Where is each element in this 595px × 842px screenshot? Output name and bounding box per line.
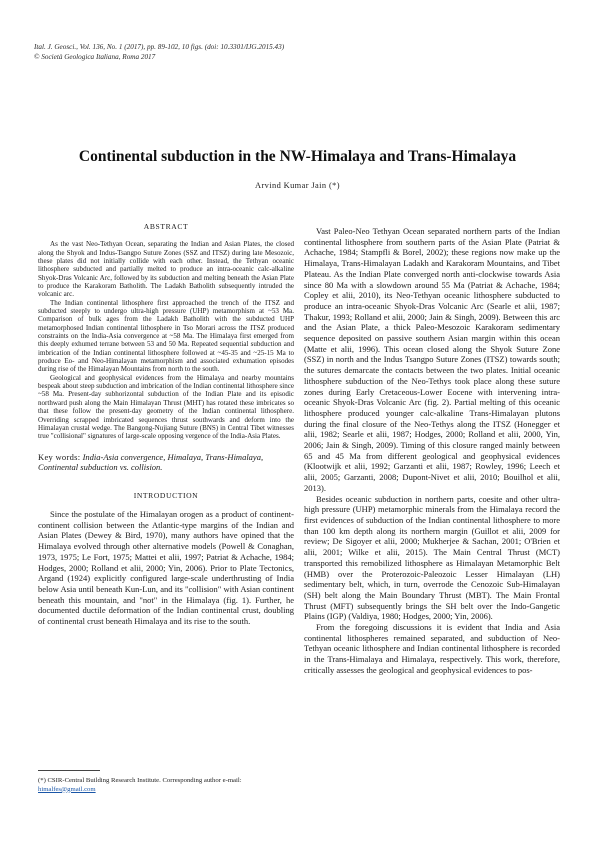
left-column xyxy=(38,222,294,627)
keywords-block xyxy=(38,452,294,473)
right-column xyxy=(304,226,560,676)
introduction-paragraph: Since the postulate of the Himalayan orogen as a product of continent-continent collision between the Atlantic-type margins of the Indian and Asian Plates (Dewey & Bird, 1970), many authors have opined that the Himalaya evolved through other alternative models (Powell & Conaghan, 1973, 1975; Le Fort, 1975; Mattei et alii, 1997; Patriat & Achache, 1984; Hodges, 2000; Rolland et alii, 2000; Yin, 2006). Prior to Plate Tectonics, Argand (1924) explicitly configured large-scale underthrusting of India below Asia until beneath Kun-Lun, and its "collision" with Asian continent beneath this mountain, and "not" in the Himalaya (fig. 1). Further, he documented ductile deformation of the Indian continental crust, doubling of continental crust beneath Himalaya and its rise to the south. xyxy=(38,509,294,627)
journal-header xyxy=(34,43,554,62)
introduction-section xyxy=(38,491,294,627)
body-paragraph: From the foregoing discussions it is evident that India and Asia continental lithospheres remained separated, and subduction of Neo-Tethyan oceanic lithosphere and Indian continental lithosphere is recorded in the Trans-Himalaya and Himalaya, respectively. This work, therefore, critically assesses the geological and geophysical evidences to pos- xyxy=(304,622,560,675)
introduction-heading: INTRODUCTION xyxy=(133,490,199,500)
abstract-paragraph: Geological and geophysical evidences from the Himalaya and nearby mountains bespeak about steep subduction and imbrication of the Indian continental lithosphere since ~58 Ma. Present-day subhorizontal subduction of the Indian Plate and its episodic northward push along the Main Himalayan Thrust (MHT) has rotated these imbricates so that these follow the present-day geometry of the Indian continental lithosphere. Overriding scrapped imbricated sequences thrust southwards and deform into the Himalayan crustal wedge. The Bangong-Nujiang Suture (BNS) in Central Tibet witnesses true "collisional" signatures of large-scale opposing vergence of the India-Asia Plates. xyxy=(38,373,294,441)
author-line: Arvind Kumar Jain (*) xyxy=(255,181,340,190)
citation-line: Ital. J. Geosci., Vol. 136, No. 1 (2017), pp. 89-102, 10 figs. (doi: 10.3301/IJG.2015.43) xyxy=(34,43,285,51)
abstract-paragraph: The Indian continental lithosphere first approached the trench of the ITSZ and subducted steeply to undergo ultra-high pressure (UHP) metamorphism at ~53 Ma. Comparison of bulk ages from the Ladakh Batholith with the subducted UHP metamorphosed Indian continental lithosphere in Tso Morari across the ITSZ produced constraints on the India-Asia convergence at ~58 Ma. The Himalaya first emerged from this deeply exhumed terrane between 53 and 50 Ma. Repeated sequential subduction and imbrication of the Indian continental lithosphere followed at ~45-35 and ~25-15 Ma to produce Eo- and Neo-Himalayan metamorphism and associated exhumation episodes during rise of the Himalayan Mountains from north to the south. xyxy=(38,298,294,374)
footnote-divider xyxy=(38,770,100,771)
author-email-link[interactable]: himalfes@gmail.com xyxy=(38,785,96,793)
footnote xyxy=(38,777,294,794)
footnote-text: (*) CSIR-Central Building Research Institute. Corresponding author e-mail: xyxy=(38,777,242,784)
keywords-label: Key words: xyxy=(38,451,81,462)
copyright-line: © Società Geologica Italiana, Roma 2017 xyxy=(34,52,156,61)
paper-title: Continental subduction in the NW-Himalaya and Trans-Himalaya xyxy=(78,148,517,165)
abstract-paragraph: As the vast Neo-Tethyan Ocean, separating the Indian and Asian Plates, the closed along the Shyok and Indus-Tsangpo Suture Zones (SSZ and ITSZ) during late Mesozoic, these plates did not initially collide with each other. Instead, the Tethyan oceanic lithosphere subducted and partially melted to produce an intra-oceanic calc-alkaline Shyok-Dras Volcanic Arc, followed by its subduction and melting beneath the Asian Plate to produce the Karakoram Batholith. The Ladakh Batholith subsequently intruded the volcanic arc. xyxy=(38,240,294,299)
abstract-heading: ABSTRACT xyxy=(143,222,189,231)
abstract-section xyxy=(38,222,294,441)
keywords-text: India-Asia convergence, Himalaya, Trans-Himalaya, Continental subduction vs. collision. xyxy=(38,451,264,473)
body-paragraph: Besides oceanic subduction in northern parts, coesite and other ultra-high pressure (UHP) metamorphic minerals from the Himalaya record the first evidences of subduction of the Indian continental lithosphere to more than 100 km depth along its northern margin (Guillot et alii, 2009 for review; De Sigoyer et alii, 2000; Mukherjee & Sachan, 2001; O'Brien et alii, 2001; Wilke et alii, 2015). The Main Central Thrust (MCT) transported this remobilized lithosphere as Himalayan Metamorphic Belt (HMB) over the Proterozoic-Paleozoic Lesser Himalayan (LH) sedimentary belt, which, in turn, overrode the Cenozoic Sub-Himalayan (SH) belt along the Main Boundary Thrust (MBT). The Main Frontal Thrust (MFT) subsequently brings the SH belt over the Indo-Gangetic Plains (IGP) (Valdiya, 1980; Hodges, 2000; Yin, 2006). xyxy=(304,493,560,622)
body-paragraph: Vast Paleo-Neo Tethyan Ocean separated northern parts of the Indian continental lithosphere from southern parts of the Asian Plate (Patriat & Achache, 1984; Stampfli & Borel, 2002); these regions now make up the Himalaya, Trans-Himalayan Ladakh and Karakoram Mountains, and Tibet Plateau. As the Indian Plate converged north anti-clockwise towards Asia since 80 Ma with a slowdown around 55 Ma (Patriat & Achache, 1984; Copley et alii, 2010), its Neo-Tethyan oceanic lithosphere subducted to produce an intra-oceanic Shyok-Dras Volcanic Arc (Searle et alii, 1987; Thakur, 1993; Rolland et alii, 2000; Jain & Singh, 2009). Between this arc and the Asian Plate, a thick Paleo-Mesozoic Karakoram sedimentary sequence deposited on passive southern Asian margin within this ocean (Matte et alii, 1996). This ocean closed along the Shyok Suture Zone (SSZ) in north and the Indus Tsangpo Suture Zones (ITSZ) towards south; the sutures demarcate the contacts between the two plates. Initial oceanic lithosphere subduction of the Neo-Tethys took place along these suture zones during Early Cretaceous-Lower Eocene with intervening intra-oceanic Shyok-Dras Volcanic Arc (fig. 2). Partial melting of this oceanic lithosphere produced younger calc-alkaline Trans-Himalayan plutons during the final closure of the Neo-Tethys along the ITSZ (Honegger et alii, 1982; Searle et alii, 1987; Hodges, 2000; Rolland et alii, 2000, Yin, 2006; Jain & Singh, 2009). Timing of this closure ranged mainly between 65 and 45 Ma from different geological and geophysical evidences (Klootwijk et alii, 1992; Garzanti et alii, 1987; Rowley, 1996; Leech et alii, 2005; Garzanti, 2008; Dupont-Nivet et alii, 2010; Bouilhol et alii, 2013). xyxy=(304,226,560,493)
